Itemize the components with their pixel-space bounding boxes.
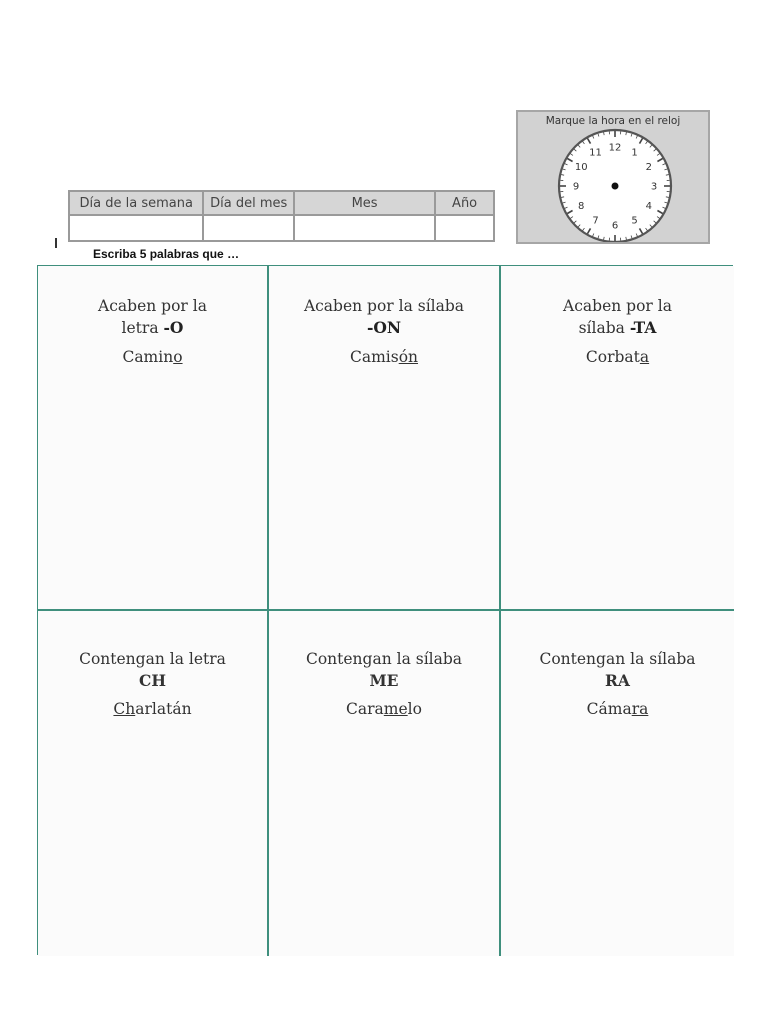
cell-example: Camisón — [349, 348, 419, 366]
clock-box — [516, 110, 710, 244]
clock-number: 7 — [592, 215, 599, 227]
clock-number: 2 — [645, 162, 652, 173]
cell-ending-o[interactable] — [38, 266, 269, 611]
word-grid — [37, 265, 733, 955]
clock-number: 8 — [578, 201, 585, 212]
day-of-month-field[interactable] — [203, 215, 294, 241]
cell-title: Contengan la sílaba — [539, 650, 696, 668]
clock-center-dot — [612, 183, 619, 190]
year-field[interactable] — [435, 215, 494, 241]
cell-example: Corbata — [585, 348, 650, 366]
clock-number: 3 — [650, 181, 658, 193]
clock-number: 9 — [572, 181, 580, 193]
clock-number: 10 — [574, 162, 588, 173]
cell-title: Contengan la letra — [79, 650, 226, 668]
cell-ending-ta[interactable] — [501, 266, 734, 611]
clock-number: 1 — [631, 147, 638, 159]
cell-target: ME — [369, 671, 399, 690]
cell-ending-on[interactable] — [269, 266, 501, 611]
cell-example: Camino — [122, 348, 183, 366]
cell-target: RA — [605, 671, 630, 690]
cell-target: -TA — [629, 318, 657, 337]
month-field[interactable] — [294, 215, 435, 241]
cell-target: CH — [139, 671, 166, 690]
cell-example: Charlatán — [113, 700, 192, 718]
instruction-text: Escriba 5 palabras que … — [93, 247, 240, 261]
cell-title: Acaben por la sílaba — [303, 297, 465, 315]
clock-face[interactable] — [542, 128, 688, 242]
clock-number: 4 — [645, 201, 652, 212]
cell-example: Cámara — [586, 700, 649, 718]
header-year: Año — [435, 191, 494, 215]
clock-number: 11 — [589, 147, 602, 159]
cell-title: Contengan la sílaba — [305, 650, 463, 668]
cell-contains-ra[interactable] — [501, 611, 734, 956]
cell-title: Acaben por la — [563, 297, 672, 315]
margin-mark — [55, 238, 57, 248]
cell-contains-me[interactable] — [269, 611, 501, 956]
header-day-of-week: Día de la semana — [69, 191, 203, 215]
header-month: Mes — [294, 191, 435, 215]
cell-contains-ch[interactable] — [38, 611, 269, 956]
clock-number: 6 — [611, 220, 619, 232]
cell-subtitle: sílaba — [578, 319, 625, 337]
date-table — [68, 190, 495, 242]
clock-number: 5 — [631, 215, 638, 227]
cell-title: Acaben por la — [98, 297, 207, 315]
cell-target: -ON — [366, 318, 402, 337]
cell-target: -O — [163, 318, 184, 337]
clock-number: 12 — [608, 142, 622, 154]
cell-subtitle: letra — [121, 319, 159, 337]
cell-example: Caramelo — [346, 700, 422, 718]
header-day-of-month: Día del mes — [203, 191, 294, 215]
clock-title: Marque la hora en el reloj — [545, 115, 681, 127]
day-of-week-field[interactable] — [69, 215, 203, 241]
